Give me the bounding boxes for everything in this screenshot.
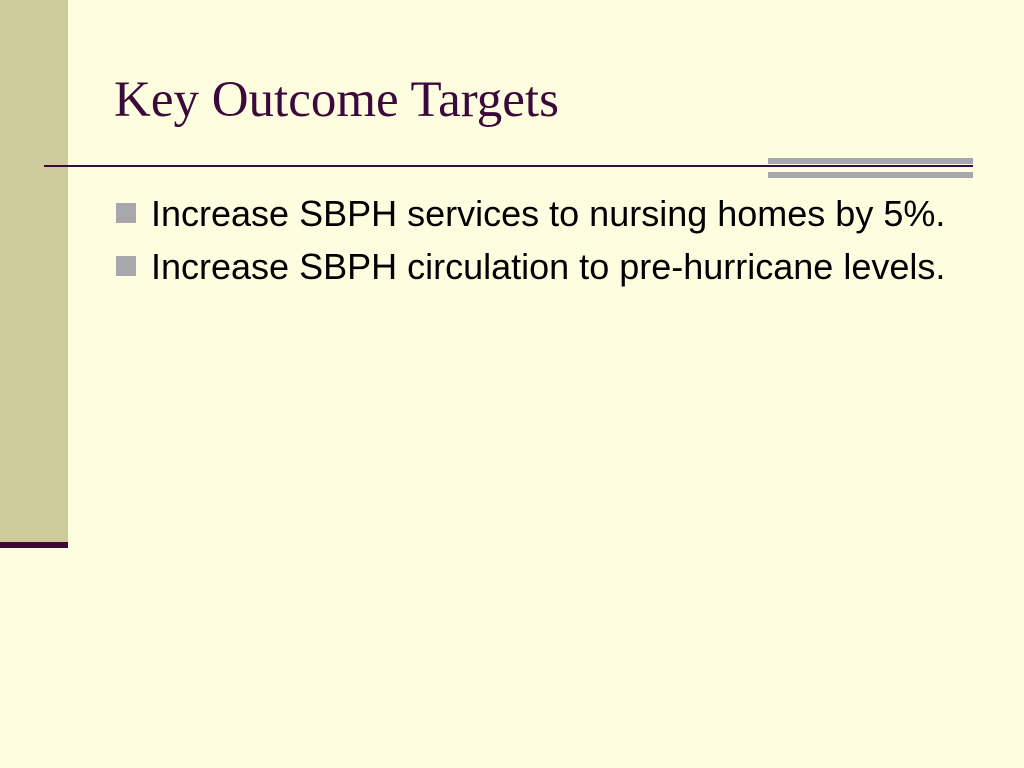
square-bullet-icon — [116, 256, 136, 276]
bullet-item — [116, 243, 976, 290]
slide-title: Key Outcome Targets — [114, 72, 559, 128]
bullet-text: Increase SBPH circulation to pre-hurricane levels. — [151, 246, 946, 287]
left-decorative-bar — [0, 0, 68, 544]
decorative-gray-bar-bottom — [768, 172, 973, 178]
square-bullet-icon — [116, 203, 136, 223]
decorative-gray-bar-top — [768, 158, 973, 164]
bullet-text: Increase SBPH services to nursing homes by 5%. — [151, 193, 946, 234]
title-divider-line — [44, 165, 973, 167]
bullet-item — [116, 190, 976, 237]
left-bar-accent-line — [0, 542, 68, 548]
bullet-list — [116, 190, 976, 296]
